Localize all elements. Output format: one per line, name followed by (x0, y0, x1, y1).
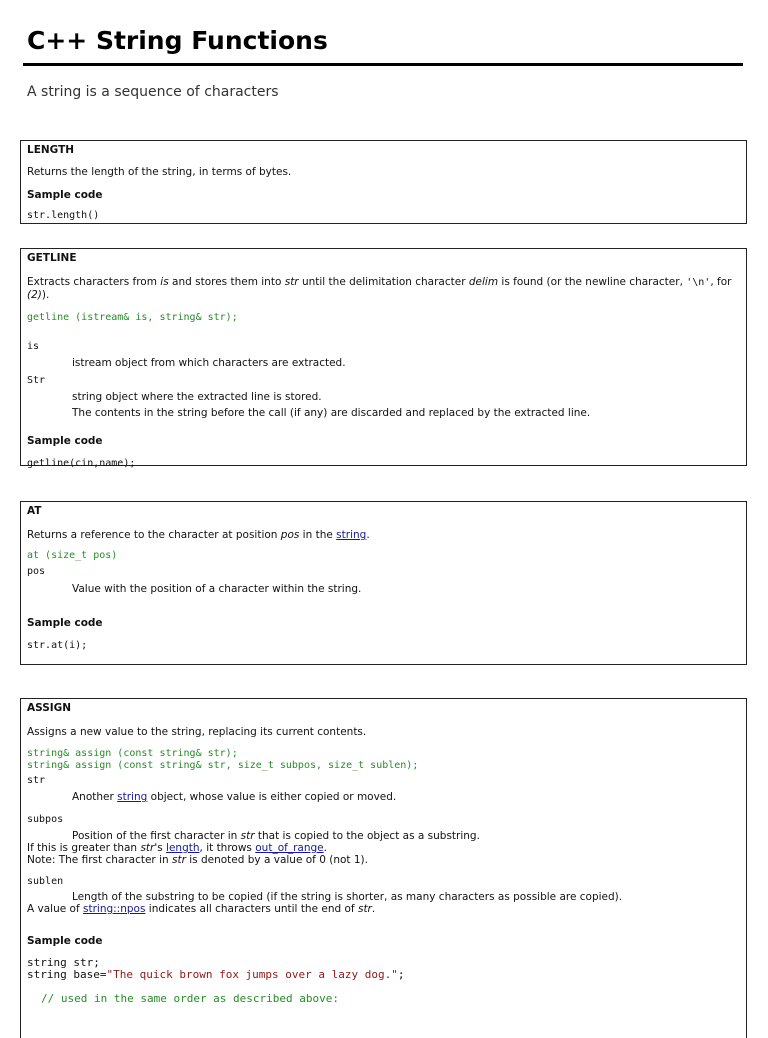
param-description: Position of the first character in str that is copied to the object as a substring. (72, 830, 480, 842)
sample-code: getline(cin,name); (27, 458, 136, 469)
param-name: Str (27, 375, 46, 386)
param-description: The contents in the string before the call (if any) are discarded and replaced by the extracted line. (72, 407, 591, 419)
function-signature: string& assign (const string& str, size_t subpos, size_t sublen); (27, 760, 419, 771)
function-signature: at (size_t pos) (27, 550, 118, 561)
string-link[interactable]: string (336, 529, 367, 541)
param-description: string object where the extracted line is stored. (72, 391, 322, 403)
sample-code: str.length() (27, 210, 100, 221)
section-heading: GETLINE (27, 252, 77, 264)
string-link[interactable]: string (117, 791, 148, 803)
sample-code-line: string base="The quick brown fox jumps over a lazy dog."; (27, 968, 405, 981)
section-heading: ASSIGN (27, 702, 72, 714)
at-section (20, 501, 747, 665)
param-name: pos (27, 566, 46, 577)
section-description: Assigns a new value to the string, replacing its current contents. (27, 726, 367, 738)
npos-link[interactable]: string::npos (83, 903, 146, 915)
param-description: Length of the substring to be copied (if the string is shorter, as many characters as possible are copied). (72, 891, 623, 903)
function-signature: getline (istream& is, string& str); (27, 312, 238, 323)
sample-code-label: Sample code (27, 189, 103, 201)
section-description: Extracts characters from is and stores them into str until the delimitation character delim is found (or the newline character, '\n', for (2)). (27, 276, 732, 301)
getline-section (20, 248, 747, 469)
assign-section (20, 698, 747, 1038)
param-description: Another string object, whose value is either copied or moved. (72, 791, 397, 803)
param-description: Value with the position of a character within the string. (72, 583, 362, 595)
param-description: istream object from which characters are extracted. (72, 357, 346, 369)
param-note: If this is greater than str's length, it throws out_of_range. (27, 842, 327, 854)
length-section (20, 140, 747, 224)
section-heading: LENGTH (27, 144, 75, 156)
page-subtitle: A string is a sequence of characters (27, 84, 279, 100)
title-divider (23, 63, 743, 66)
sample-code-label: Sample code (27, 435, 103, 447)
length-link[interactable]: length (166, 842, 200, 854)
param-note: Note: The first character in str is denoted by a value of 0 (not 1). (27, 854, 368, 866)
out-of-range-link[interactable]: out_of_range (255, 842, 324, 854)
param-note: A value of string::npos indicates all characters until the end of str. (27, 903, 376, 915)
param-name: is (27, 341, 40, 352)
section-heading: AT (27, 505, 42, 517)
sample-code-line: string str; (27, 956, 100, 969)
param-name: subpos (27, 814, 64, 825)
sample-code-label: Sample code (27, 617, 103, 629)
param-name: str (27, 775, 46, 786)
section-description: Returns the length of the string, in terms of bytes. (27, 166, 292, 178)
section-description: Returns a reference to the character at position pos in the string. (27, 529, 370, 541)
page-title: C++ String Functions (27, 26, 328, 55)
sample-code: str.at(i); (27, 640, 88, 651)
function-signature: string& assign (const string& str); (27, 748, 238, 759)
param-name: sublen (27, 876, 64, 887)
sample-code-comment: // used in the same order as described above: (41, 992, 340, 1005)
sample-code-label: Sample code (27, 935, 103, 947)
